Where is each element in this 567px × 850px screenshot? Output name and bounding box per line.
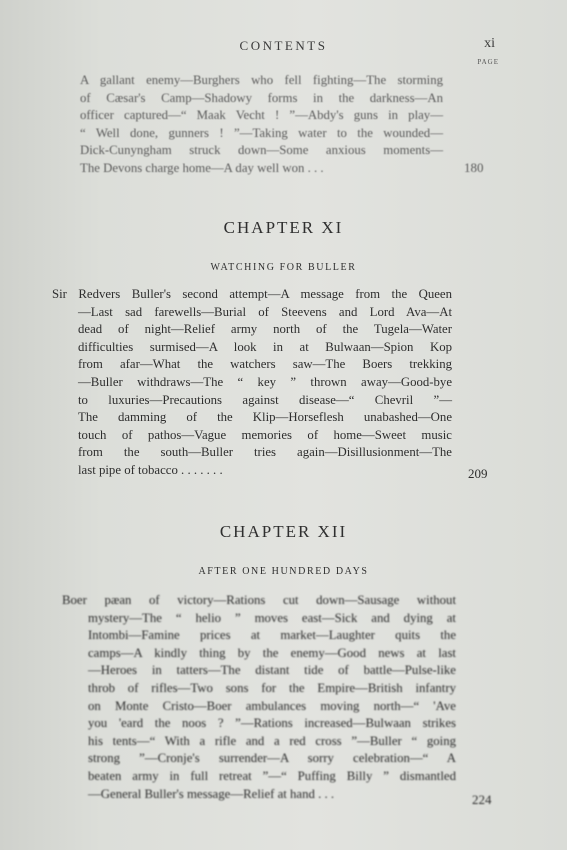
entry-line: difficulties surmised—A look in at Bulwaan—Spion Kop	[78, 339, 452, 354]
entry-page-number: 224	[472, 792, 492, 807]
page-column-label: PAGE	[477, 58, 499, 66]
entry-page-number: 209	[468, 466, 488, 481]
entry-line: mystery—The “ helio ” moves east—Sick and dying at	[88, 610, 456, 625]
chapter-title: CHAPTER XII	[219, 522, 348, 541]
chapter-subtitle: WATCHING FOR BULLER	[210, 262, 357, 273]
entry-line: last pipe of tobacco . . . . . . .	[78, 462, 223, 477]
prev-section-entry	[80, 72, 443, 178]
roman-page-number: xi	[484, 36, 495, 51]
entry-line: The damming of the Klip—Horseflesh unabashed—One	[78, 410, 452, 425]
entry-line: —Heroes in tatters—The distant tide of battle—Pulse-like	[88, 663, 456, 678]
chapter-title: CHAPTER XI	[223, 218, 344, 237]
entry-line: —Buller withdraws—The “ key ” thrown away—Good-bye	[78, 374, 452, 389]
entry-line: “ Well done, gunners ! ”—Taking water to the wounded—	[80, 125, 443, 140]
entry-line: beaten army in full retreat ”—“ Puffing Billy ” dismantled	[88, 768, 456, 783]
entry-line: Boer pæan of victory—Rations cut down—Sausage without	[62, 593, 456, 607]
entry-line: from the south—Buller tries again—Disillusionment—The	[78, 445, 452, 460]
entry-line: from afar—What the watchers saw—The Boers trekking	[78, 357, 452, 372]
chapter-subtitle: AFTER ONE HUNDRED DAYS	[198, 566, 369, 577]
entry-line: his tents—“ With a rifle and a red cross ”—Buller “ going	[88, 733, 456, 748]
chapter-12-entry	[62, 592, 456, 803]
entry-line: —General Buller's message—Relief at hand . . .	[88, 786, 335, 801]
entry-line: The Devons charge home—A day well won . . .	[80, 160, 324, 175]
entry-line: officer captured—“ Maak Vecht ! ”—Abdy's guns in play—	[80, 108, 443, 123]
entry-line: —Last sad farewells—Burial of Steevens and Lord Ava—At	[78, 304, 452, 319]
entry-line: camps—A kindly thing by the enemy—Good news at last	[88, 645, 456, 660]
entry-line: dead of night—Relief army north of the Tugela—Water	[78, 322, 452, 337]
entry-page-number: 180	[464, 160, 484, 175]
entry-line: A gallant enemy—Burghers who fell fighting—The storming	[80, 73, 443, 87]
entry-line: touch of pathos—Vague memories of home—Sweet music	[78, 427, 452, 442]
entry-line: to luxuries—Precautions against disease—“ Chevril ”—	[78, 392, 452, 407]
entry-line: strong ”—Cronje's surrender—A sorry celebration—“ A	[88, 751, 456, 766]
entry-line: Dick-Cunyngham struck down—Some anxious moments—	[80, 143, 443, 158]
entry-line: Intombi—Famine prices at market—Laughter quits the	[88, 628, 456, 643]
running-header-title: CONTENTS	[239, 38, 328, 53]
chapter-11-entry	[52, 286, 452, 480]
entry-line: Sir Redvers Buller's second attempt—A message from the Queen	[52, 287, 452, 301]
entry-line: of Cæsar's Camp—Shadowy forms in the darkness—An	[80, 90, 443, 105]
entry-line: you 'eard the noos ? ”—Rations increased—Bulwaan strikes	[88, 716, 456, 731]
entry-line: on Monte Cristo—Boer ambulances moving north—“ 'Ave	[88, 698, 456, 713]
entry-line: throb of rifles—Two sons for the Empire—British infantry	[88, 680, 456, 695]
